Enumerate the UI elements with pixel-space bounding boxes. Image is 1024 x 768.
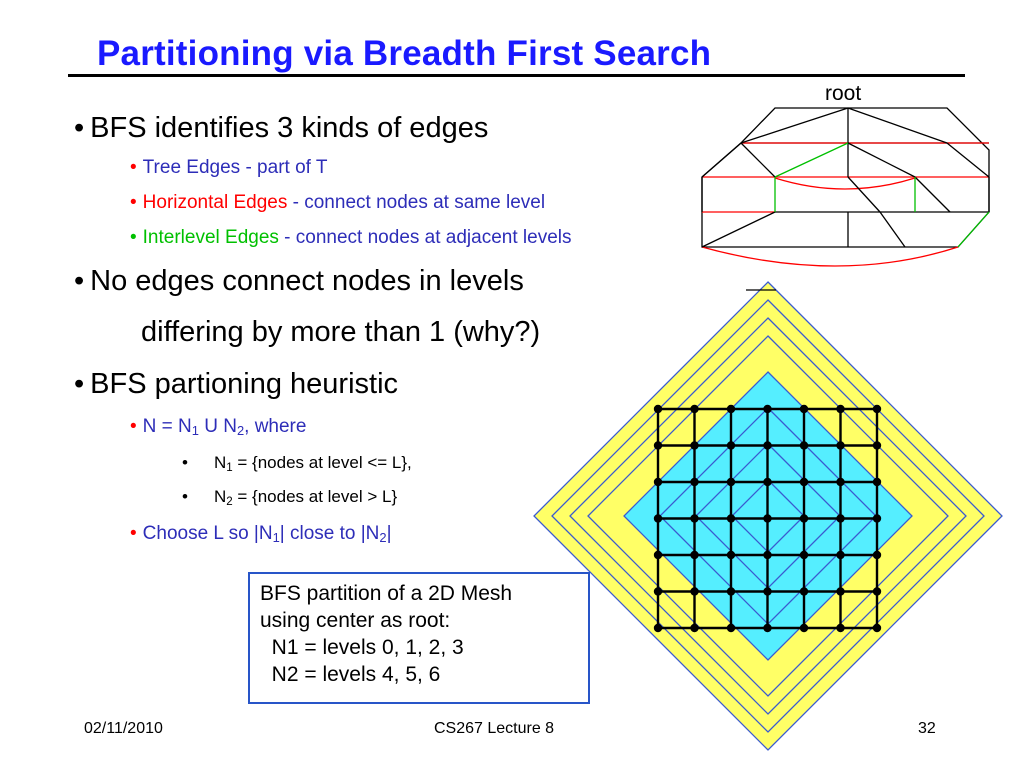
bullet-dot: • [74, 112, 85, 144]
bullet-dot: • [182, 453, 188, 472]
mesh-node [763, 587, 771, 595]
mesh-node [836, 441, 844, 449]
mesh-caption-box: BFS partition of a 2D Mesh using center as root: N1 = levels 0, 1, 2, 3 N2 = levels 4, 5, 6 [248, 572, 590, 704]
interlevel-edges-label: Interlevel Edges [142, 227, 279, 248]
mesh-node [727, 587, 735, 595]
mesh-node [763, 441, 771, 449]
mesh-node [654, 514, 662, 522]
bfs-tree-diagram [702, 108, 989, 266]
bullet-dot: • [130, 157, 137, 178]
mesh-node [800, 405, 808, 413]
n2-part: N [213, 487, 227, 506]
mesh-node [836, 405, 844, 413]
interlevel-edge [958, 212, 989, 247]
footer-date: 02/11/2010 [84, 720, 163, 737]
n1-part: = {nodes at level <= L}, [232, 453, 412, 472]
root-label: root [825, 82, 862, 105]
tree-edge [848, 108, 947, 143]
tree-edge [915, 177, 950, 212]
footer-page-number: 32 [918, 720, 936, 737]
mesh-node [800, 478, 808, 486]
bullet-text: BFS identifies 3 kinds of edges [90, 112, 489, 144]
mesh-node [690, 441, 698, 449]
tree-edges-label: Tree Edges [142, 157, 241, 178]
subscript: 1 [226, 461, 233, 474]
mesh-node [873, 624, 881, 632]
tree-edges-desc: - part of T [240, 157, 328, 178]
slide-title: Partitioning via Breadth First Search [97, 34, 712, 73]
bullet-dot: • [182, 487, 188, 506]
mesh-node [800, 587, 808, 595]
bullet-dot: • [130, 523, 137, 544]
mesh-node [727, 478, 735, 486]
mesh-node [763, 551, 771, 559]
bullet-dot: • [130, 192, 137, 213]
horizontal-edges-desc: - connect nodes at same level [287, 192, 546, 213]
mesh-node [763, 624, 771, 632]
mesh-node [654, 478, 662, 486]
mesh-node [654, 587, 662, 595]
bullet-text: BFS partioning heuristic [90, 368, 399, 400]
subscript: 1 [272, 530, 280, 546]
tree-edge [702, 143, 741, 177]
mesh-node [654, 551, 662, 559]
n2-part: = {nodes at level > L} [232, 487, 398, 506]
tree-edge [741, 143, 775, 177]
tree-edge [880, 212, 905, 247]
bullet-dot: • [74, 265, 85, 297]
interlevel-edge [775, 143, 848, 177]
choose-part: | [386, 523, 392, 544]
mesh-node [763, 514, 771, 522]
mesh-node [800, 624, 808, 632]
mesh-node [690, 587, 698, 595]
bullet-dot: • [130, 416, 137, 437]
tree-edge [702, 212, 775, 247]
mesh-node [690, 478, 698, 486]
mesh-node [873, 405, 881, 413]
mesh-node [836, 551, 844, 559]
mesh-node [800, 551, 808, 559]
tree-edge [741, 108, 848, 143]
horizontal-edge [775, 178, 915, 189]
bullet-dot: • [74, 368, 85, 400]
mesh-node [873, 551, 881, 559]
mesh-node [873, 478, 881, 486]
mesh-node [654, 624, 662, 632]
horizontal-edges-label: Horizontal Edges [142, 192, 288, 213]
n-def-part: N = N [142, 416, 192, 437]
bullet-dot: • [130, 227, 137, 248]
tree-edge [848, 177, 880, 212]
mesh-node [836, 478, 844, 486]
mesh-node [727, 551, 735, 559]
subscript: 2 [379, 530, 387, 546]
mesh-node [690, 405, 698, 413]
mesh-node [654, 441, 662, 449]
n-def-part: , where [244, 416, 307, 437]
mesh-node [763, 478, 771, 486]
tree-edge [947, 143, 989, 177]
mesh-node [763, 405, 771, 413]
tree-edge [848, 143, 915, 177]
interlevel-edges-desc: - connect nodes at adjacent levels [278, 227, 572, 248]
mesh-node [836, 587, 844, 595]
subscript: 2 [236, 423, 245, 439]
mesh-node [836, 624, 844, 632]
n-def-part: U N [198, 416, 237, 437]
subscript: 2 [226, 495, 233, 508]
mesh-node [727, 514, 735, 522]
mesh-node [836, 514, 844, 522]
mesh-node [727, 624, 735, 632]
mesh-node [690, 624, 698, 632]
bullet-text: No edges connect nodes in levels [90, 265, 524, 297]
mesh-node [800, 514, 808, 522]
mesh-node [654, 405, 662, 413]
horizontal-edge [702, 247, 958, 266]
subscript: 1 [191, 423, 199, 439]
mesh-node [800, 441, 808, 449]
mesh-node [690, 551, 698, 559]
mesh-node [690, 514, 698, 522]
choose-part: | close to |N [279, 523, 380, 544]
bullet-no-edges-continued: differing by more than 1 (why?) [141, 316, 541, 348]
mesh-node [727, 441, 735, 449]
mesh-node [873, 441, 881, 449]
mesh-node [727, 405, 735, 413]
choose-part: Choose L so |N [142, 523, 273, 544]
mesh-node [873, 587, 881, 595]
n1-part: N [213, 453, 227, 472]
footer-course: CS267 Lecture 8 [434, 720, 555, 737]
mesh-node [873, 514, 881, 522]
